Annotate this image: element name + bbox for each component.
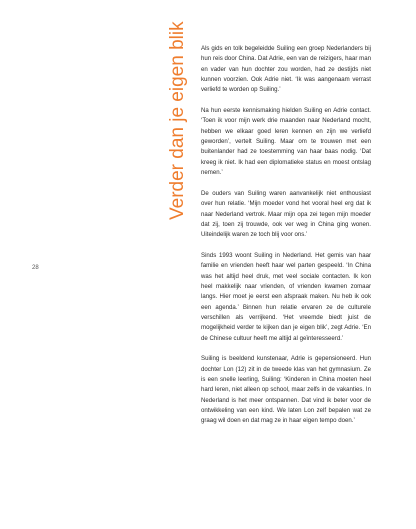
article-body [201, 44, 371, 437]
vertical-title-container [160, 21, 196, 220]
chapter-title: Verder dan je eigen blik [167, 21, 188, 220]
paragraph: Na hun eerste kennismaking hielden Suiling en Adrie contact. ‘Toen ik voor mijn werk drie maanden naar Nederland mocht, hebben we elkaar goed leren kennen en zijn we verliefd geworden’, vertelt Suiling. Maar om te trouwen met een buitenlander had ze toestemming van haar baas nodig. ‘Dat kreeg ik niet. Ik had een diplomatieke status en moest ontslag nemen.’ [201, 107, 371, 177]
paragraph: Suiling is beeldend kunstenaar, Adrie is gepensioneerd. Hun dochter Lon (12) zit in de tweede klas van het gymnasium. Ze is een snelle leerling, Suiling: ‘Kinderen in China moeten heel hard leren, niet alleen op school, maar zelfs in de vakanties. In Nederland is het meer ontspannen. Dat vind ik beter voor de ontwikkeling van een kind. We laten Lon zelf bepalen wat ze graag wil doen en dat mag ze in haar eigen tempo doen.’ [201, 355, 371, 425]
paragraph: Als gids en tolk begeleidde Suiling een groep Nederlanders bij hun reis door China. Dat Adrie, een van de reizigers, haar man en vader van hun dochter zou worden, had ze destijds niet kunnen voorzien. Ook Adrie niet. ‘Ik was aangenaam verrast verliefd te worden op Suiling.’ [201, 45, 371, 94]
paragraph: De ouders van Suiling waren aanvankelijk niet enthousiast over hun relatie. ‘Mijn moeder vond het vooral heel erg dat ik naar Nederland vertrok. Maar mijn opa zei tegen mijn moeder dat zij, toen zij trouwde, ook ver weg in China ging wonen. Uiteindelijk waren ze toch blij voor ons.’ [201, 189, 371, 239]
page-number: 28 [32, 265, 39, 271]
paragraph: Sinds 1993 woont Suiling in Nederland. Het gemis van haar familie en vrienden heeft haar wel parten gespeeld. ‘In China was het altijd heel druk, met veel sociale contacten. Ik kon heel makkelijk naar vrienden, of vrienden kwamen zomaar langs. Hier moet je eerst een afspraak maken. Nu heb ik ook een agenda.’ Binnen hun relatie ervaren ze de culturele verschillen als verrijkend. ‘Het vreemde biedt juist de mogelijkheid verder te kijken dan je eigen blik’, zegt Adrie. ‘En de Chinese cultuur heeft me altijd al geïnteresseerd.’ [201, 251, 371, 342]
